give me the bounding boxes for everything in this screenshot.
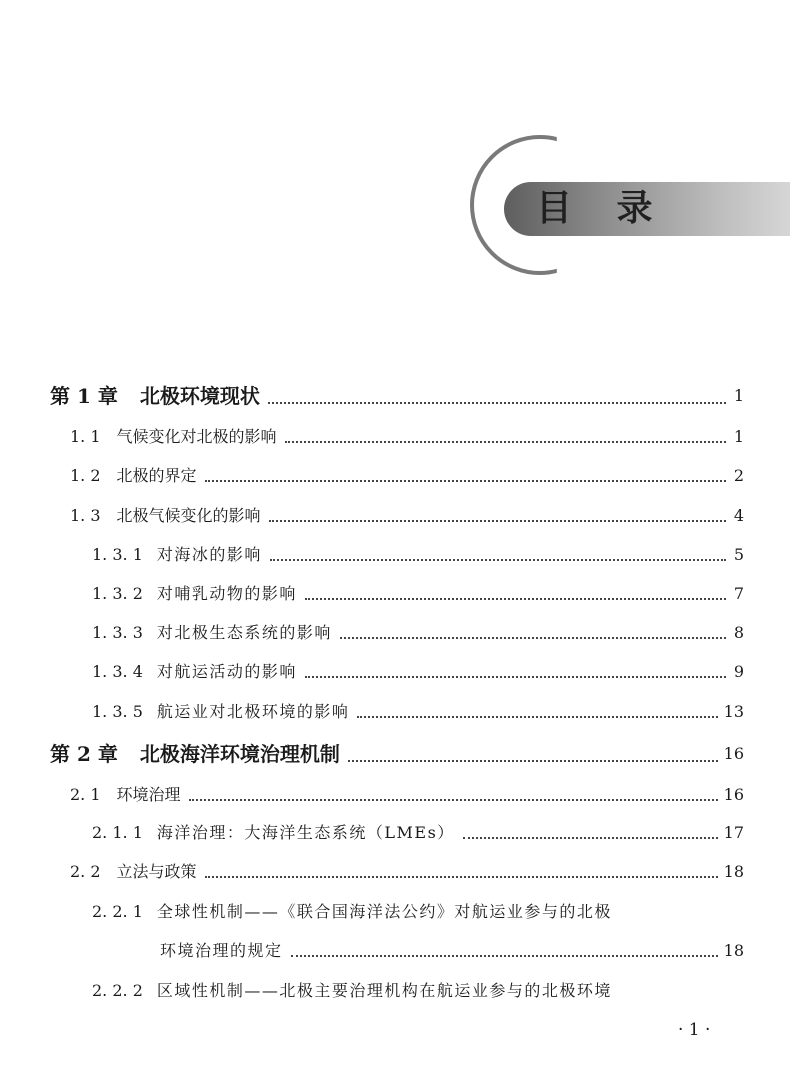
toc-leader <box>305 597 726 600</box>
toc-leader <box>205 479 726 482</box>
toc-label: 北极环境现状 <box>139 384 260 408</box>
toc-leader <box>189 798 718 801</box>
page-number: · 1 · <box>678 1020 711 1040</box>
toc-number: 1. 3. 3 <box>92 623 143 642</box>
toc-leader <box>291 954 718 957</box>
toc-subsection-1-3-3[interactable] <box>92 622 744 644</box>
toc-label: 对哺乳动物的影响 <box>156 584 297 603</box>
toc-leader <box>305 675 726 678</box>
toc-subsection-1-3-4[interactable] <box>92 661 744 683</box>
toc-number: 2. 2 <box>70 862 101 881</box>
toc-number: 2. 1 <box>70 785 101 804</box>
toc-section-2-1[interactable] <box>70 784 744 806</box>
toc-section-1-2[interactable] <box>70 465 744 487</box>
toc-number: 1. 1 <box>70 427 101 446</box>
toc-number: 1. 3. 4 <box>92 662 143 681</box>
toc-leader <box>463 836 718 839</box>
toc-section-1-3[interactable] <box>70 505 744 527</box>
toc-subsection-2-2-1-cont[interactable] <box>160 940 744 962</box>
toc-number: 2. 1. 1 <box>92 823 143 842</box>
toc-number: 1. 3 <box>70 506 101 525</box>
toc-page: 9 <box>733 662 744 681</box>
toc-chapter-2[interactable] <box>50 741 744 767</box>
toc-number: 1. 3. 2 <box>92 584 143 603</box>
toc-label: 北极海洋环境治理机制 <box>139 742 340 766</box>
toc-page: 1 <box>733 386 744 405</box>
toc-label: 全球性机制——《联合国海洋法公约》对航运业参与的北极 <box>156 902 612 921</box>
toc-number: 1. 3. 1 <box>92 545 143 564</box>
toc-leader <box>348 759 718 762</box>
toc-label: 区域性机制——北极主要治理机构在航运业参与的北极环境 <box>156 981 612 1000</box>
toc-label: 气候变化对北极的影响 <box>116 427 277 446</box>
toc-section-2-2[interactable] <box>70 861 744 883</box>
page-title: 目 录 <box>536 188 669 229</box>
toc-label: 海洋治理：大海洋生态系统（LMEs） <box>156 823 455 842</box>
toc-page: 16 <box>723 744 744 763</box>
toc-label: 环境治理 <box>116 785 181 804</box>
toc-number: 第 2 章 <box>50 742 118 766</box>
toc-number: 第 1 章 <box>50 384 118 408</box>
toc-label: 航运业对北极环境的影响 <box>156 702 350 721</box>
toc-leader <box>268 401 726 404</box>
toc-page: 18 <box>723 862 744 881</box>
toc-subsection-1-3-5[interactable] <box>92 701 744 723</box>
toc-leader <box>357 715 717 718</box>
toc-subsection-1-3-2[interactable] <box>92 583 744 605</box>
toc-label: 北极气候变化的影响 <box>116 506 261 525</box>
toc-label: 对海冰的影响 <box>156 545 262 564</box>
toc-leader <box>285 440 726 443</box>
toc-page: 8 <box>733 623 744 642</box>
toc-label-continued: 环境治理的规定 <box>160 941 283 960</box>
toc-page: 4 <box>733 506 744 525</box>
toc-page: 2 <box>733 466 744 485</box>
toc-leader <box>205 875 718 878</box>
toc-page: 5 <box>733 545 744 564</box>
toc-leader <box>269 519 726 522</box>
toc-page: 16 <box>723 785 744 804</box>
toc-page: 13 <box>723 702 744 721</box>
toc-leader <box>270 558 726 561</box>
toc-number: 2. 2. 2 <box>92 981 143 1000</box>
toc-chapter-1[interactable] <box>50 383 744 409</box>
toc-label: 对北极生态系统的影响 <box>156 623 332 642</box>
toc-page: 1 <box>733 427 744 446</box>
toc-number: 2. 2. 1 <box>92 902 143 921</box>
toc-page: 7 <box>733 584 744 603</box>
toc-subsection-2-2-2[interactable] <box>92 980 612 1002</box>
toc-subsection-1-3-1[interactable] <box>92 544 744 566</box>
title-decoration <box>470 135 790 280</box>
toc-subsection-2-1-1[interactable] <box>92 822 744 844</box>
toc-page: 18 <box>723 941 744 960</box>
toc-label: 对航运活动的影响 <box>156 662 297 681</box>
toc-number: 1. 3. 5 <box>92 702 143 721</box>
toc-page: 17 <box>723 823 744 842</box>
toc-section-1-1[interactable] <box>70 426 744 448</box>
toc-leader <box>340 636 726 639</box>
toc-label: 立法与政策 <box>116 862 197 881</box>
toc-subsection-2-2-1[interactable] <box>92 901 612 923</box>
toc-number: 1. 2 <box>70 466 101 485</box>
toc-label: 北极的界定 <box>116 466 197 485</box>
